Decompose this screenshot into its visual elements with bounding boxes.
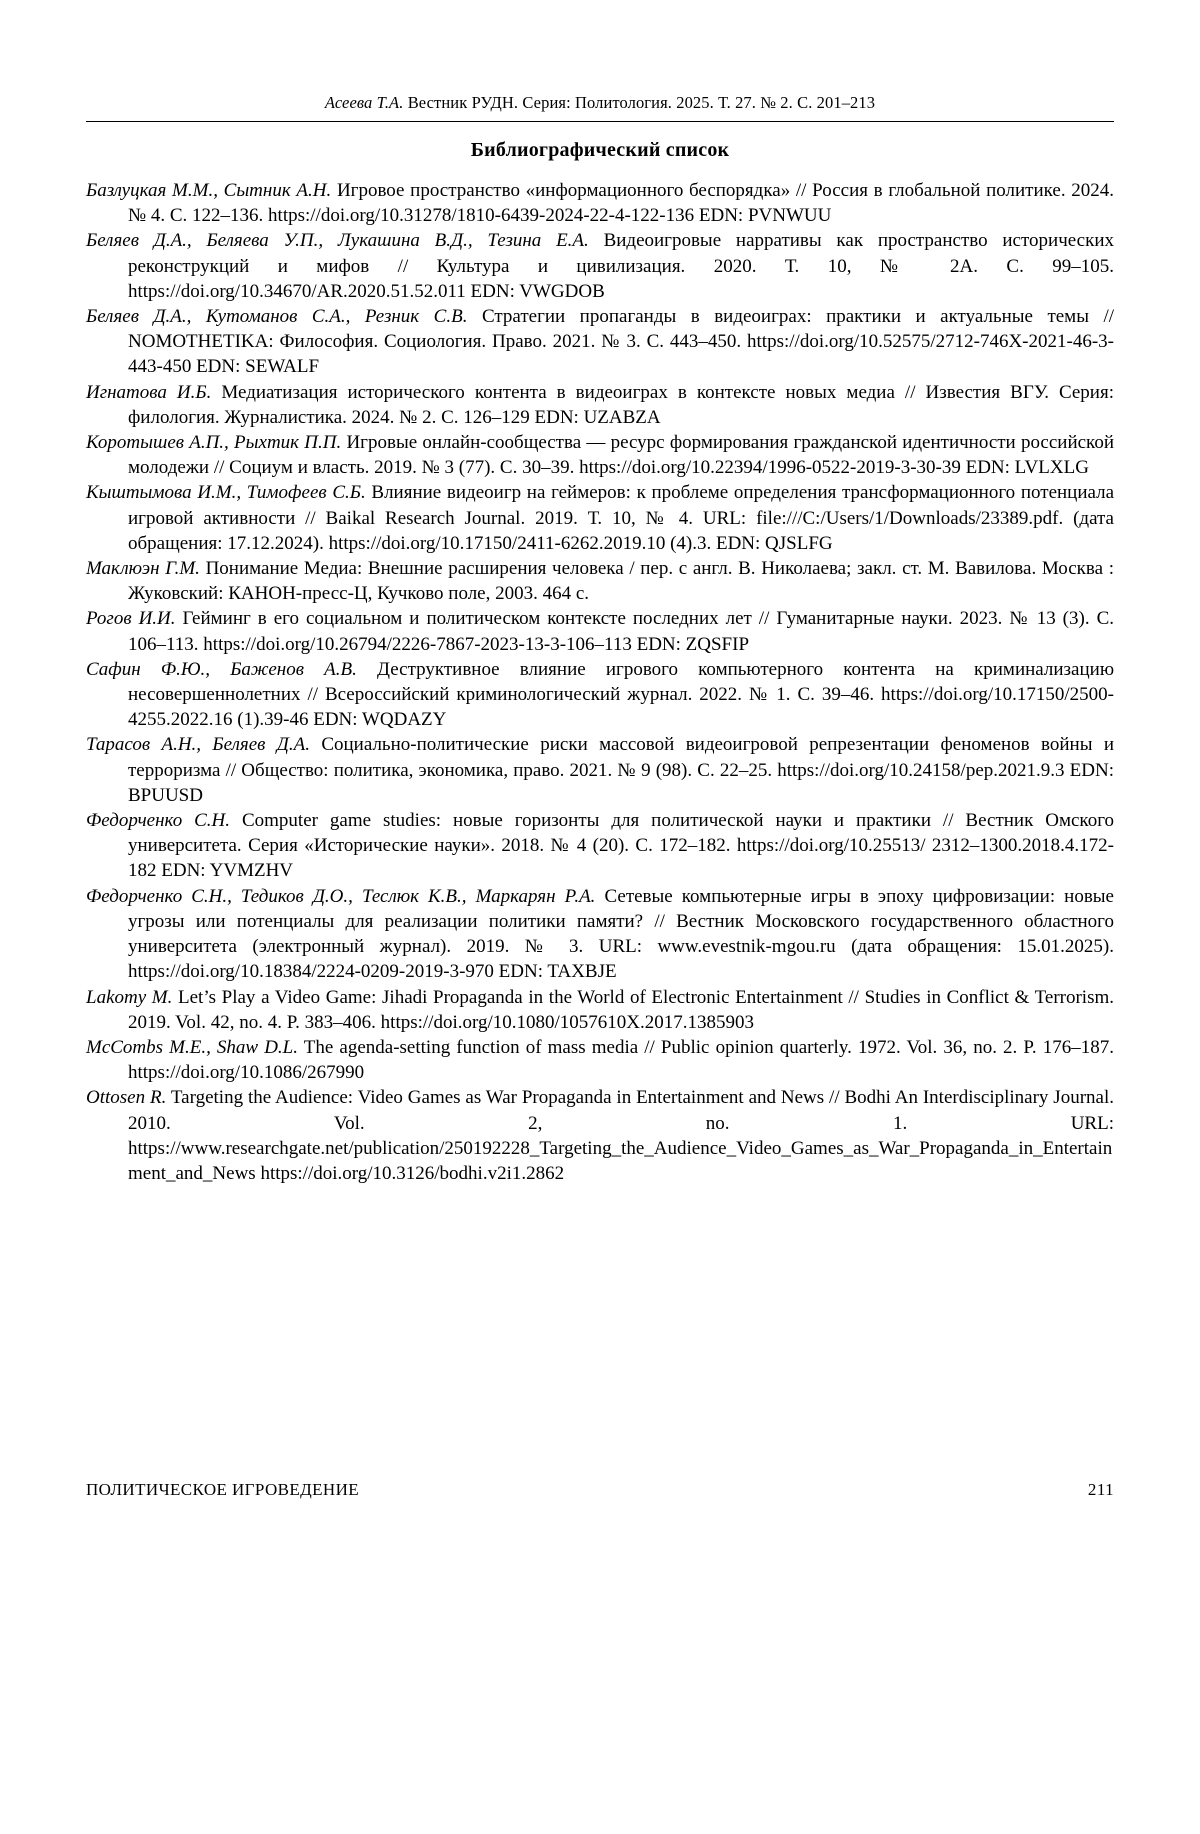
reference-item bbox=[86, 556, 1114, 606]
reference-authors: Маклюэн Г.М. bbox=[86, 558, 200, 580]
reference-authors: McCombs M.E., Shaw D.L. bbox=[86, 1036, 298, 1058]
reference-item bbox=[86, 1085, 1114, 1186]
reference-item bbox=[86, 380, 1114, 430]
reference-text: Игровые онлайн-сообщества — ресурс формирования гражданской идентичности российской молодежи // Социум и власть. 2019. № 3 (77). С. 30–39. https://doi.org/10.22394/1996-0522-2019-3-30-39 EDN: LVLXLG bbox=[128, 432, 1114, 479]
reference-authors: Беляев Д.А., Беляева У.П., Лукашина В.Д., Тезина Е.А. bbox=[86, 230, 589, 252]
reference-item bbox=[86, 178, 1114, 228]
reference-item bbox=[86, 228, 1114, 304]
reference-text: Targeting the Audience: Video Games as War Propaganda in Entertainment and News // Bodhi An Interdisciplinary Journal. 2010. Vol. 2, no. 1. URL: https://www.researchgate.net/publication/250192228_Targeting_the_Audience_Video_Games_as_War_Propaganda_in_Entertainment_and_News https://doi.org/10.3126/bodhi.v2i1.2862 bbox=[128, 1087, 1114, 1184]
running-head bbox=[86, 92, 1114, 121]
reference-text: Let’s Play a Video Game: Jihadi Propaganda in the World of Electronic Entertainment // Studies in Conflict & Terrorism. 2019. Vol. 42, no. 4. P. 383–406. https://doi.org/10.1080/1057610X.2017.1385903 bbox=[128, 986, 1114, 1033]
reference-text: Деструктивное влияние игрового компьютерного контента на криминализацию несовершеннолетних // Всероссийский криминологический журнал. 2022. № 1. С. 39–46. https://doi.org/10.17150/2500-4255.2022.16 (1).39-46 EDN: WQDAZY bbox=[128, 658, 1115, 731]
running-head-author: Асеева Т.А. bbox=[324, 93, 404, 112]
reference-item bbox=[86, 808, 1114, 884]
section-title: Библиографический список bbox=[470, 139, 730, 161]
reference-text: The agenda-setting function of mass media // Public opinion quarterly. 1972. Vol. 36, no. 2. P. 176–187. https://doi.org/10.1086/267990 bbox=[128, 1036, 1114, 1084]
reference-text: Социально-политические риски массовой видеоигровой репрезентации феноменов войны и терроризма // Общество: политика, экономика, право. 2021. № 9 (98). С. 22–25. https://doi.org/10.24158/pep.2021.9.3 EDN: BPUUSD bbox=[128, 734, 1115, 806]
reference-authors: Ottosen R. bbox=[86, 1087, 167, 1109]
reference-item bbox=[86, 606, 1114, 656]
reference-authors: Рогов И.И. bbox=[86, 608, 176, 630]
running-head-citation: Вестник РУДН. Серия: Политология. 2025. Т. 27. № 2. С. 201–213 bbox=[403, 93, 876, 112]
reference-text: Влияние видеоигр на геймеров: к проблеме определения трансформационного потенциала игровой активности // Baikal Research Journal. 2019. Т. 10, № 4. URL: file:///C:/Users/1/Downloads/23389.pdf. (дата обращения: 17.12.2024). https://doi.org/10.17150/2411-6262.2019.10 (4).3. EDN: QJSLFG bbox=[128, 482, 1115, 554]
reference-authors: Игнатова И.Б. bbox=[86, 381, 212, 403]
reference-text: Игровое пространство «информационного беспорядка» // Россия в глобальной политике. 2024. № 4. С. 122–136. https://doi.org/10.31278/1810-6439-2024-22-4-122-136 EDN: PVNWUU bbox=[128, 180, 1115, 227]
reference-text: Медиатизация исторического контента в видеоиграх в контексте новых медиа // Известия ВГУ. Серия: филология. Журналистика. 2024. № 2. С. 126–129 EDN: UZABZA bbox=[128, 381, 1114, 428]
reference-item bbox=[86, 657, 1114, 733]
reference-authors: Коротышев А.П., Рыхтик П.П. bbox=[86, 432, 342, 454]
reference-list bbox=[86, 178, 1114, 1186]
reference-text: Гейминг в его социальном и политическом контексте последних лет // Гуманитарные науки. 2023. № 13 (3). С. 106–113. https://doi.org/10.26794/2226-7867-2023-13-3-106–113 EDN: ZQSFIP bbox=[128, 608, 1114, 655]
footer-section-label: ПОЛИТИЧЕСКОЕ ИГРОВЕДЕНИЕ bbox=[86, 1480, 360, 1499]
reference-text: Понимание Медиа: Внешние расширения человека / пер. с англ. В. Николаева; закл. ст. М. Вавилова. Москва : Жуковский: КАНОН-пресс-Ц, Кучково поле, 2003. 464 с. bbox=[128, 558, 1114, 605]
reference-authors: Федорченко С.Н., Тедиков Д.О., Теслюк К.В., Маркарян Р.А. bbox=[86, 885, 596, 907]
reference-authors: Кыштымова И.М., Тимофеев С.Б. bbox=[86, 482, 366, 504]
reference-text: Сетевые компьютерные игры в эпоху цифровизации: новые угрозы или потенциалы для реализации политики памяти? // Вестник Московского государственного областного университета (электронный журнал). 2019. № 3. URL: www.evestnik-mgou.ru (дата обращения: 15.01.2025). https://doi.org/10.18384/2224-0209-2019-3-970 EDN: TAXBJE bbox=[128, 885, 1114, 983]
reference-item bbox=[86, 480, 1114, 556]
reference-item bbox=[86, 884, 1114, 985]
reference-item bbox=[86, 1035, 1114, 1085]
page-footer bbox=[86, 1480, 1114, 1500]
reference-item bbox=[86, 304, 1114, 380]
reference-text: Computer game studies: новые горизонты для политической науки и практики // Вестник Омского университета. Серия «Исторические науки». 2018. № 4 (20). С. 172–182. https://doi.org/10.25513/ 2312–1300.2018.4.172-182 EDN: YVMZHV bbox=[128, 810, 1115, 882]
reference-item bbox=[86, 985, 1114, 1035]
reference-authors: Федорченко С.Н. bbox=[86, 810, 231, 832]
page-number: 211 bbox=[1087, 1480, 1114, 1499]
header-rule bbox=[86, 121, 1114, 122]
reference-authors: Сафин Ф.Ю., Баженов А.В. bbox=[86, 658, 357, 680]
reference-text: Видеоигровые нарративы как пространство исторических реконструкций и мифов // Культура и цивилизация. 2020. Т. 10, № 2А. С. 99–105. https://doi.org/10.34670/AR.2020.51.52.011 EDN: VWGDOB bbox=[128, 230, 1115, 302]
reference-item bbox=[86, 732, 1114, 808]
reference-authors: Тарасов А.Н., Беляев Д.А. bbox=[86, 734, 310, 756]
reference-item bbox=[86, 430, 1114, 480]
reference-authors: Беляев Д.А., Кутоманов С.А., Резник С.В. bbox=[86, 306, 468, 328]
reference-authors: Lakomy M. bbox=[86, 986, 173, 1008]
reference-authors: Базлуцкая М.М., Сытник А.Н. bbox=[86, 180, 332, 201]
reference-text: Стратегии пропаганды в видеоиграх: практики и актуальные темы // NOMOTHETIKA: Философия. Социология. Право. 2021. № 3. С. 443–450. https://doi.org/10.52575/2712-746X-2021-46-3-443-450 EDN: SEWALF bbox=[128, 306, 1115, 378]
